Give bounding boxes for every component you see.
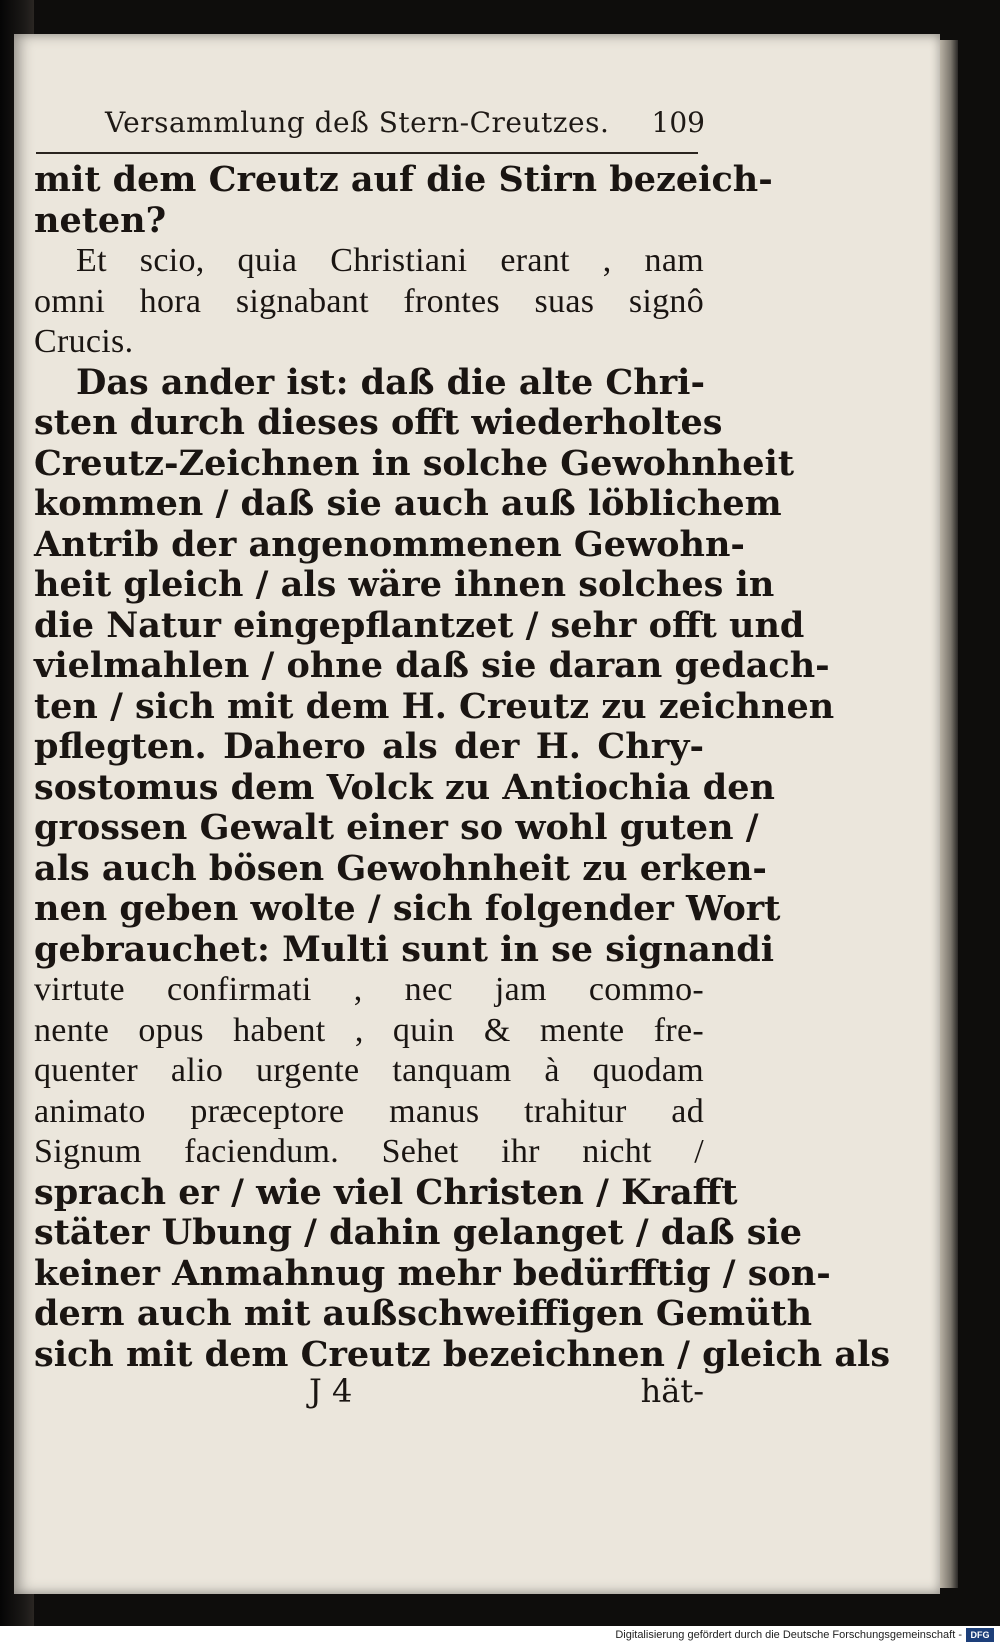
running-header — [105, 100, 705, 148]
text-line: Et scio, quia Christiani erant , nam — [76, 242, 704, 279]
text-line: dern auch mit außschweiffigen Gemüth — [34, 1293, 813, 1334]
text-line: kommen / daß sie auch auß löblichem — [34, 483, 782, 524]
text-line: grossen Gewalt einer so wohl guten / — [34, 807, 759, 848]
text-line: sprach er / wie viel Christen / Krafft — [34, 1171, 738, 1213]
text-line: nen geben wolte / sich folgender Wort — [34, 888, 781, 929]
text-line: sten durch dieses offt wiederholtes — [34, 402, 723, 443]
text-line: ten / sich mit dem H. Creutz zu zeichnen — [34, 685, 835, 727]
text-line: quenter alio urgente tanquam à quodam — [34, 1052, 704, 1089]
text-line: Antrib der angenommenen Gewohn- — [34, 523, 745, 565]
text-line: sostomus dem Volck zu Antiochia den — [34, 766, 775, 808]
text-line: als auch bösen Gewohnheit zu erken- — [34, 847, 767, 889]
dfg-logo: DFG — [966, 1628, 994, 1642]
text-line: Creutz-Zeichnen in solche Gewohnheit — [34, 442, 794, 484]
text-line: mit dem Creutz auf die Stirn bezeich- — [34, 159, 773, 200]
text-line: keiner Anmahnug mehr bedürfftig / son- — [34, 1252, 831, 1294]
signature-mark: J 4 — [309, 1372, 353, 1410]
catchword: hät- — [640, 1372, 704, 1410]
text-line: neten? — [34, 199, 167, 241]
text-line: heit gleich / als wäre ihnen solches in — [34, 564, 775, 605]
text-line: vielmahlen / ohne daß sie daran gedach- — [34, 645, 830, 686]
text-line: animato præceptore manus trahitur ad — [34, 1092, 704, 1130]
page-edge — [940, 40, 958, 1588]
text-line: gebrauchet: Multi sunt in se signandi — [34, 928, 775, 970]
text-line: Crucis. — [34, 323, 134, 360]
text-line: virtute confirmati , nec jam commo- — [34, 971, 704, 1008]
credit-text: Digitalisierung gefördert durch die Deutsche Forschungsgemeinschaft - — [615, 1629, 962, 1641]
body-text — [34, 159, 891, 1375]
text-line: Das ander ist: daß die alte Chri- — [76, 361, 705, 403]
page-footer — [34, 1372, 704, 1416]
text-line: nente opus habent , quin & mente fre- — [34, 1011, 704, 1049]
running-title: Versammlung deß Stern-Creutzes. — [105, 106, 610, 139]
text-line: die Natur eingepflantzet / sehr offt und — [34, 604, 805, 646]
page-number: 109 — [651, 106, 705, 139]
text-line: omni hora signabant frontes suas signô — [34, 282, 704, 320]
text-line: pflegten. Dahero als der H. Chry- — [34, 726, 704, 767]
header-rule — [36, 152, 698, 154]
text-line: Signum faciendum. Sehet ihr nicht / — [34, 1133, 704, 1170]
text-line: sich mit dem Creutz bezeichnen / gleich als — [34, 1333, 891, 1375]
text-line: stäter Ubung / dahin gelanget / daß sie — [34, 1212, 803, 1253]
